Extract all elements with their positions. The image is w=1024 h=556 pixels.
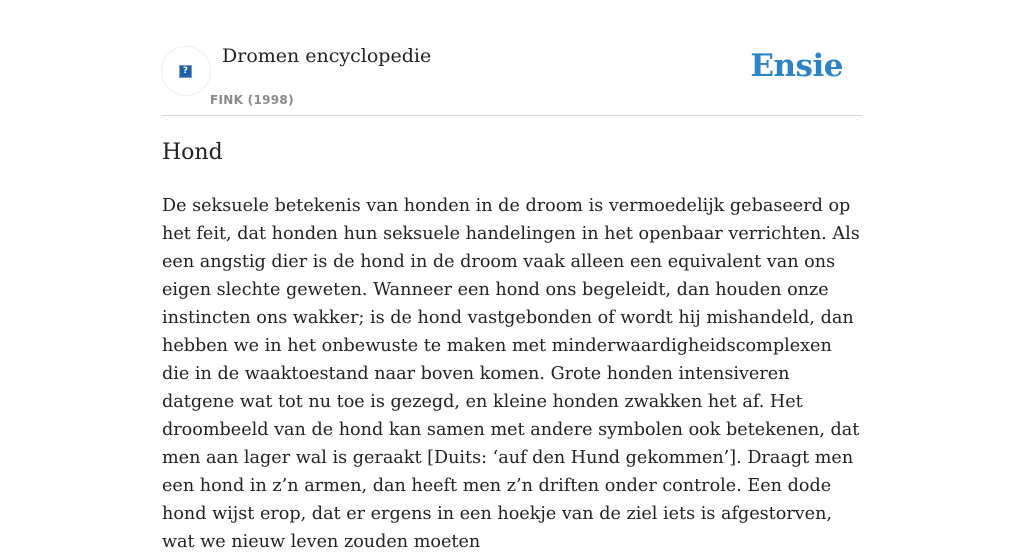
article-body: De seksuele betekenis van honden in de droom is vermoedelijk gebaseerd op het feit, dat honden hun seksuele handelingen in het openbaar verrichten. Als een angstig dier is de hond in de droom vaak alleen een equivalent van ons eigen slechte geweten. Wanneer een hond ons begeleidt, dan houden onze instincten ons wakker; is de hond vastgebonden of wordt hij mishandeld, dan hebben we in het onbewuste te maken met minderwaardigheidscomplexen die in de waaktoestand naar boven komen. Grote honden intensiveren datgene wat tot nu toe is gezegd, en kleine honden zwakken het af. Het droombeeld van de hond kan samen met andere symbolen ook betekenen, dat men aan lager wal is geraakt [Duits: ‘auf den Hund gekommen’]. Draagt men een hond in z’n armen, dan heeft men z’n driften onder controle. Een dode hond wijst erop, dat er ergens in een hoekje van de ziel iets is afgestorven, wat we nieuw leven zouden moeten <box>162 196 860 552</box>
source-meta: FINK (1998) <box>210 93 294 107</box>
source-header <box>162 0 862 116</box>
article-page <box>162 0 862 552</box>
source-logo[interactable] <box>162 47 210 95</box>
missing-image-icon: ? <box>179 65 192 78</box>
source-title-link[interactable]: Dromen encyclopedie <box>222 45 432 67</box>
article-title: Hond <box>162 140 223 165</box>
brand-logo-link[interactable]: Ensie <box>750 48 843 84</box>
